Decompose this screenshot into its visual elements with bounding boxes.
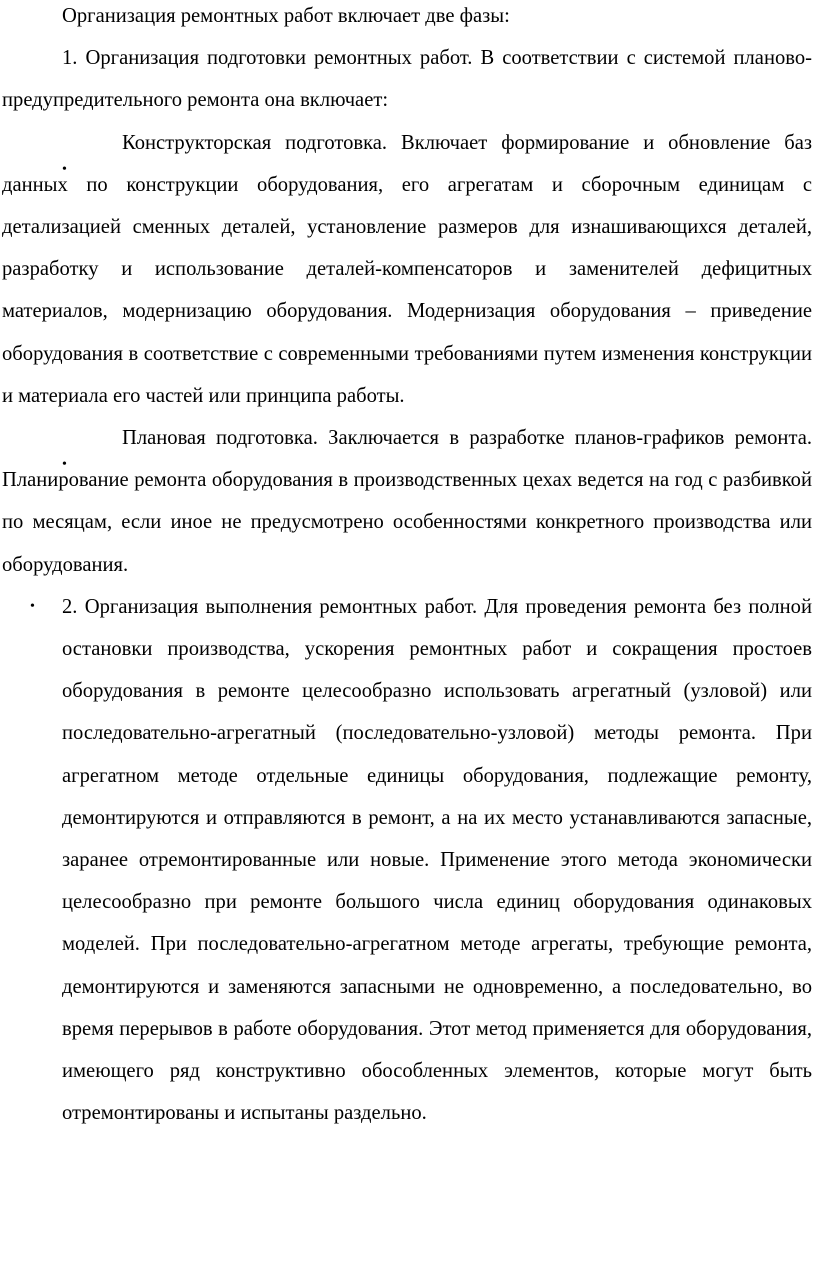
- bullet-icon: •: [62, 457, 67, 473]
- bullet-item-planning-preparation: [2, 417, 812, 586]
- bullet-item-design-preparation: [2, 122, 812, 417]
- bullet-text: Плановая подготовка. Заключается в разработке планов-графиков ремонта. Планирование ремонта оборудования в производственных цехах ведется на год с разбивкой по месяцам, если иное не предусмотрено особенностями конкретного производства или оборудования.: [2, 427, 812, 576]
- phase-2-paragraph: 2. Организация выполнения ремонтных работ. Для проведения ремонта без полной остановки производства, ускорения ремонтных работ и сокращения простоев оборудования в ремонте целесообразно использовать агрегатный (узловой) или последовательно-агрегатный (последовательно-узловой) методы ремонта. При агрегатном методе отдельные единицы оборудования, подлежащие ремонту, демонтируются и отправляются в ремонт, а на их место устанавливаются запасные, заранее отремонтированные или новые. Применение этого метода экономически целесообразно при ремонте большого числа единиц оборудования одинаковых моделей. При последовательно-агрегатном методе агрегаты, требующие ремонта, демонтируются и заменяются запасными не одновременно, а последовательно, во время перерывов в работе оборудования. Этот метод применяется для оборудования, имеющего ряд конструктивно обособленных элементов, которые могут быть отремонтированы и испытаны раздельно.: [62, 595, 812, 1125]
- bullet-icon: •: [62, 161, 67, 177]
- phase-2-list-item: [2, 586, 812, 1135]
- bullet-icon: •: [30, 598, 35, 614]
- phase-1-paragraph: 1. Организация подготовки ремонтных работ. В соответствии с системой планово-предупредительного ремонта она включает:: [2, 47, 812, 112]
- intro-paragraph: Организация ремонтных работ включает две фазы:: [62, 5, 510, 27]
- bullet-text: Конструкторская подготовка. Включает формирование и обновление баз данных по конструкции оборудования, его агрегатам и сборочным единицам с детализацией сменных деталей, установление размеров для изнашивающихся деталей, разработку и использование деталей-компенсаторов и заменителей дефицитных материалов, модернизацию оборудования. Модернизация оборудования – приведение оборудования в соответствие с современными требованиями путем изменения конструкции и материала его частей или принципа работы.: [2, 131, 812, 407]
